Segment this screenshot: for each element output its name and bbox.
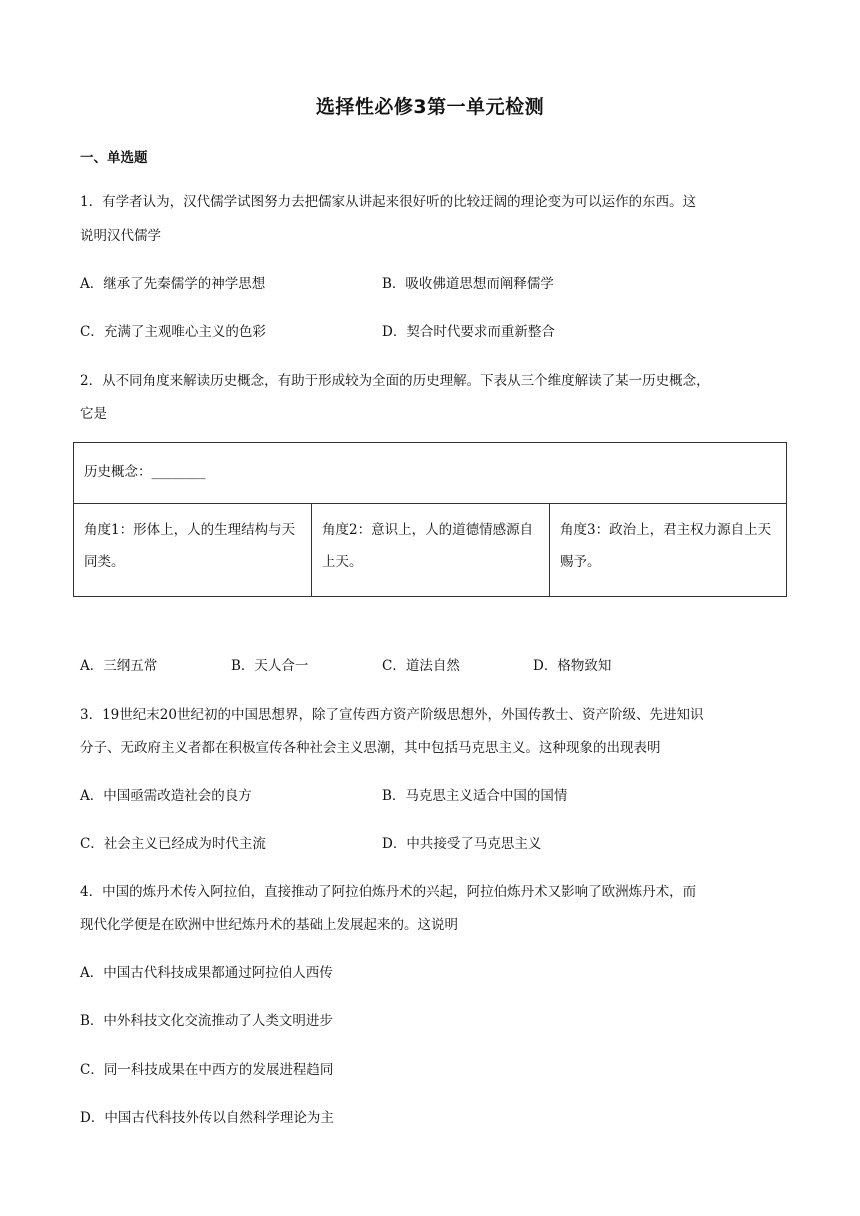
question-1-option-b: B．吸收佛道思想而阐释儒学 [382, 276, 554, 292]
table-cell-angle-3: 角度3：政治上，君主权力源自上天赐予。 [560, 522, 772, 570]
table-cell-angle-2: 角度2：意识上，人的道德情感源自上天。 [312, 504, 550, 596]
question-3-option-d: D．中共接受了马克思主义 [382, 836, 542, 852]
question-1-option-d: D．契合时代要求而重新整合 [382, 324, 555, 340]
question-2-text-line-1: 2．从不同角度来解读历史概念，有助于形成较为全面的历史理解。下表从三个维度解读了某一历史概念， [80, 373, 710, 389]
question-4-option-d: D．中国古代科技外传以自然科学理论为主 [80, 1110, 334, 1126]
table-cell-angle-1: 角度1：形体上，人的生理结构与天同类。 [74, 504, 312, 596]
question-1-option-a: A．继承了先秦儒学的神学思想 [80, 276, 266, 292]
question-2-text-line-2: 它是 [80, 406, 107, 422]
question-4-option-a: A．中国古代科技成果都通过阿拉伯人西传 [80, 965, 333, 981]
question-4-text-line-1: 4．中国的炼丹术传入阿拉伯，直接推动了阿拉伯炼丹术的兴起，阿拉伯炼丹术又影响了欧洲炼丹术，而 [80, 884, 697, 900]
question-4-text-line-2: 现代化学便是在欧洲中世纪炼丹术的基础上发展起来的。这说明 [80, 917, 458, 933]
question-3-text-line-1: 3．19世纪末20世纪初的中国思想界，除了宣传西方资产阶级思想外，外国传教士、资产阶级、先进知识 [80, 707, 704, 723]
question-4-option-b: B．中外科技文化交流推动了人类文明进步 [80, 1013, 333, 1029]
table-header-cell: 历史概念：________ [84, 464, 206, 480]
question-1-option-c: C．充满了主观唯心主义的色彩 [80, 324, 266, 340]
question-2-option-a: A．三纲五常 [80, 658, 158, 674]
question-2-option-c: C．道法自然 [382, 658, 460, 674]
question-2-option-d: D．格物致知 [533, 658, 612, 674]
question-2-option-b: B．天人合一 [231, 658, 309, 674]
section-heading: 一、单选题 [80, 150, 148, 166]
question-1-text-line-1: 1．有学者认为，汉代儒学试图努力去把儒家从讲起来很好听的比较迂阔的理论变为可以运作的东西。这 [80, 194, 697, 210]
page-title: 选择性必修3第一单元检测 [315, 96, 545, 118]
question-1-text-line-2: 说明汉代儒学 [80, 228, 161, 244]
question-4-option-c: C．同一科技成果在中西方的发展进程趋同 [80, 1062, 334, 1078]
question-3-text-line-2: 分子、无政府主义者都在积极宣传各种社会主义思潮，其中包括马克思主义。这种现象的出现表明 [80, 740, 661, 756]
table-header-row [74, 443, 786, 504]
question-3-option-c: C．社会主义已经成为时代主流 [80, 836, 266, 852]
question-3-option-a: A．中国亟需改造社会的良方 [80, 788, 252, 804]
question-3-option-b: B．马克思主义适合中国的国情 [382, 788, 568, 804]
concept-table [73, 442, 787, 597]
